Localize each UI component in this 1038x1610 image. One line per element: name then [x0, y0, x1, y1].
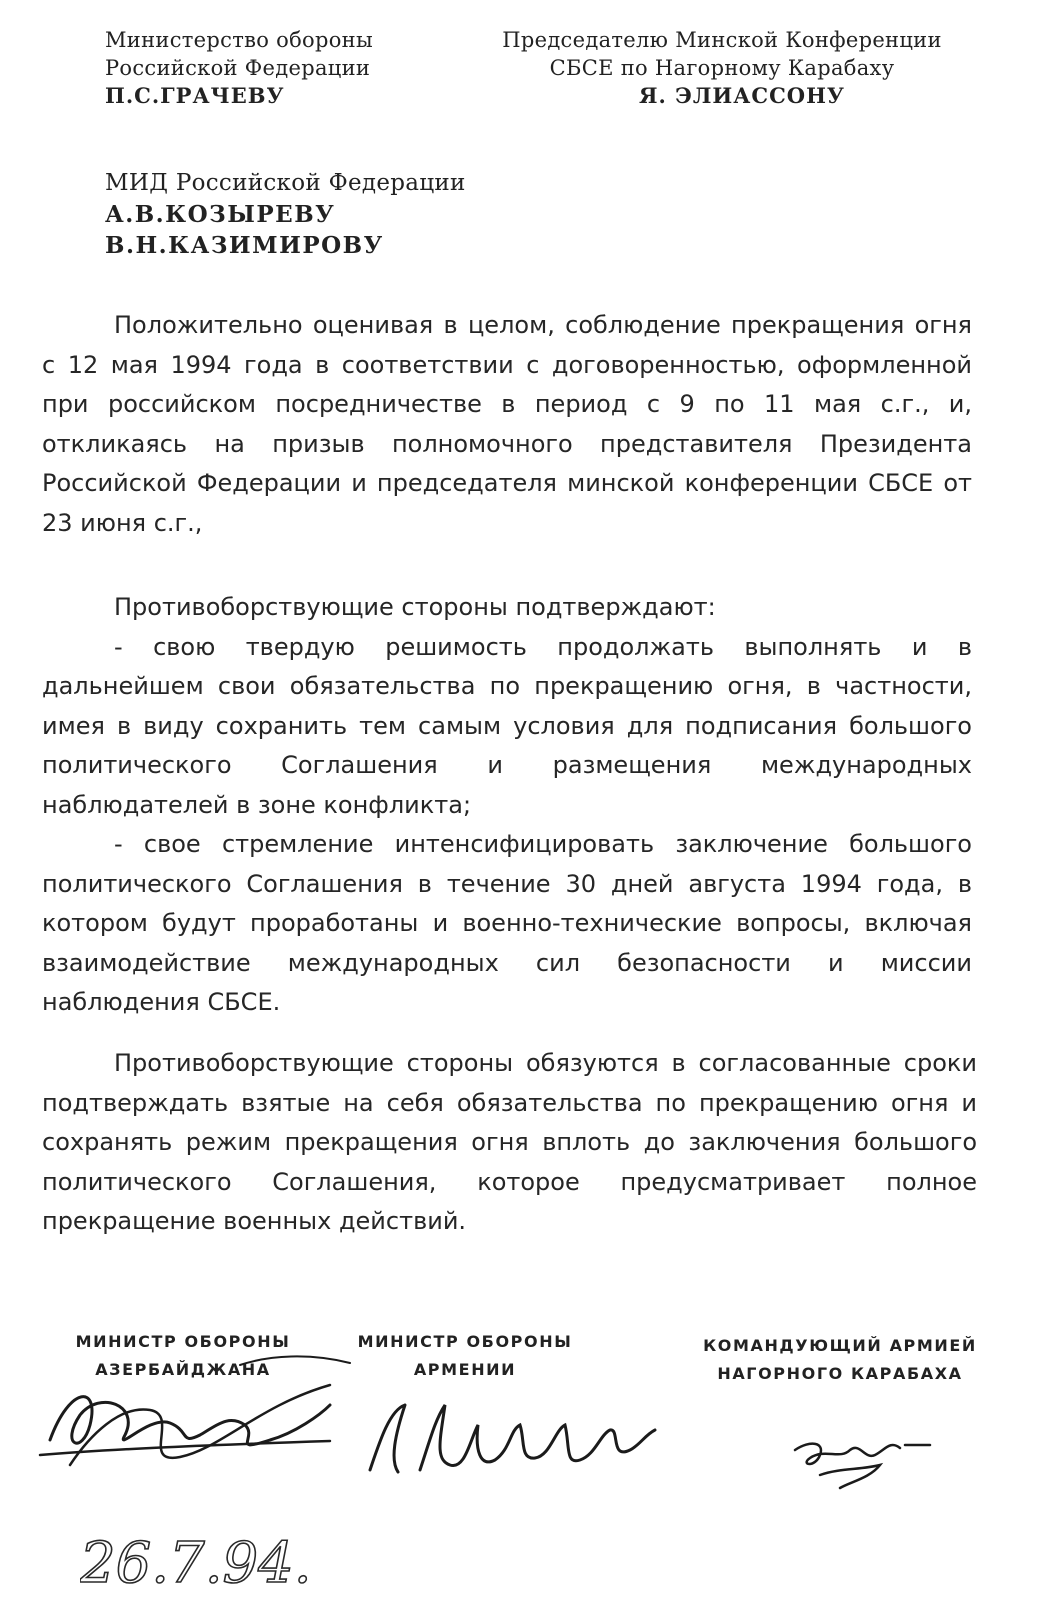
signatory-karabakh — [690, 1332, 990, 1388]
addressee-left-line1: Министерство обороны — [105, 28, 373, 52]
addressee-left-name: П.С.ГРАЧЕВУ — [105, 83, 285, 108]
signature-karabakh — [780, 1420, 940, 1500]
signature-armenia — [360, 1390, 660, 1490]
intro-paragraph: Положительно оценивая в целом, соблюдение прекращения огня с 12 мая 1994 года в соответствии с договоренностью, оформленной при российском посредничестве в период с 9 по 11 мая с.г., и, откликаясь на призыв полномочного представителя Президента Российской Федерации и председателя минской конференции СБСЕ от 23 июня с.г., — [42, 311, 972, 537]
confirmation-bullet-1: - свою твердую решимость продолжать выполнять и в дальнейшем свои обязательства по прекращению огня, в частности, имея в виду сохранить тем самым условия для подписания большого политического Соглашения и размещения международных наблюдателей в зоне конфликта; — [42, 632, 972, 819]
signature-azerbaijan — [30, 1345, 360, 1525]
addressee-mid-name1: А.В.КОЗЫРЕВУ — [105, 201, 336, 228]
addressee-right — [482, 26, 962, 110]
signatory-azerbaijan-title: МИНИСТР ОБОРОНЫ — [75, 1332, 291, 1351]
signatory-azerbaijan-country: АЗЕРБАЙДЖАНА — [95, 1360, 271, 1379]
confirmation-block — [42, 588, 972, 1023]
addressee-left — [105, 26, 373, 110]
signatory-armenia — [340, 1328, 590, 1384]
signatory-karabakh-region: НАГОРНОГО КАРАБАХА — [717, 1364, 963, 1383]
addressee-right-name: Я. ЭЛИАССОНУ — [639, 83, 845, 108]
addressee-right-line2: СБСЕ по Нагорному Карабаху — [549, 56, 895, 80]
obligation-paragraph: Противоборствующие стороны обязуются в согласованные сроки подтверждать взятые на себя обязательства по прекращению огня и сохранять режим прекращения огня вплоть до заключения большого политического Соглашения, которое предусматривает полное прекращение военных действий. — [42, 1049, 977, 1235]
handwritten-date-text: 26.7.94. — [80, 1531, 312, 1596]
addressee-mid — [105, 168, 466, 261]
obligation-block — [42, 1044, 977, 1242]
intro-paragraph-block — [42, 306, 972, 543]
addressee-mid-name2: В.Н.КАЗИМИРОВУ — [105, 232, 384, 259]
addressee-mid-line1: МИД Российской Федерации — [105, 170, 466, 196]
signatory-karabakh-title: КОМАНДУЮЩИЙ АРМИЕЙ — [703, 1336, 977, 1355]
addressee-right-line1: Председателю Минской Конференции — [502, 28, 942, 52]
signatory-armenia-country: АРМЕНИИ — [413, 1360, 517, 1379]
confirmation-lead: Противоборствующие стороны подтверждают: — [114, 593, 716, 621]
handwritten-date — [80, 1520, 340, 1600]
signatory-armenia-title: МИНИСТР ОБОРОНЫ — [357, 1332, 573, 1351]
addressee-left-line2: Российской Федерации — [105, 56, 371, 80]
confirmation-bullet-2: - свое стремление интенсифицировать заключение большого политического Соглашения в течение 30 дней августа 1994 года, в котором будут проработаны и военно-технические вопросы, включая взаимодействие международных сил безопасности и миссии наблюдения СБСЕ. — [42, 830, 972, 1016]
